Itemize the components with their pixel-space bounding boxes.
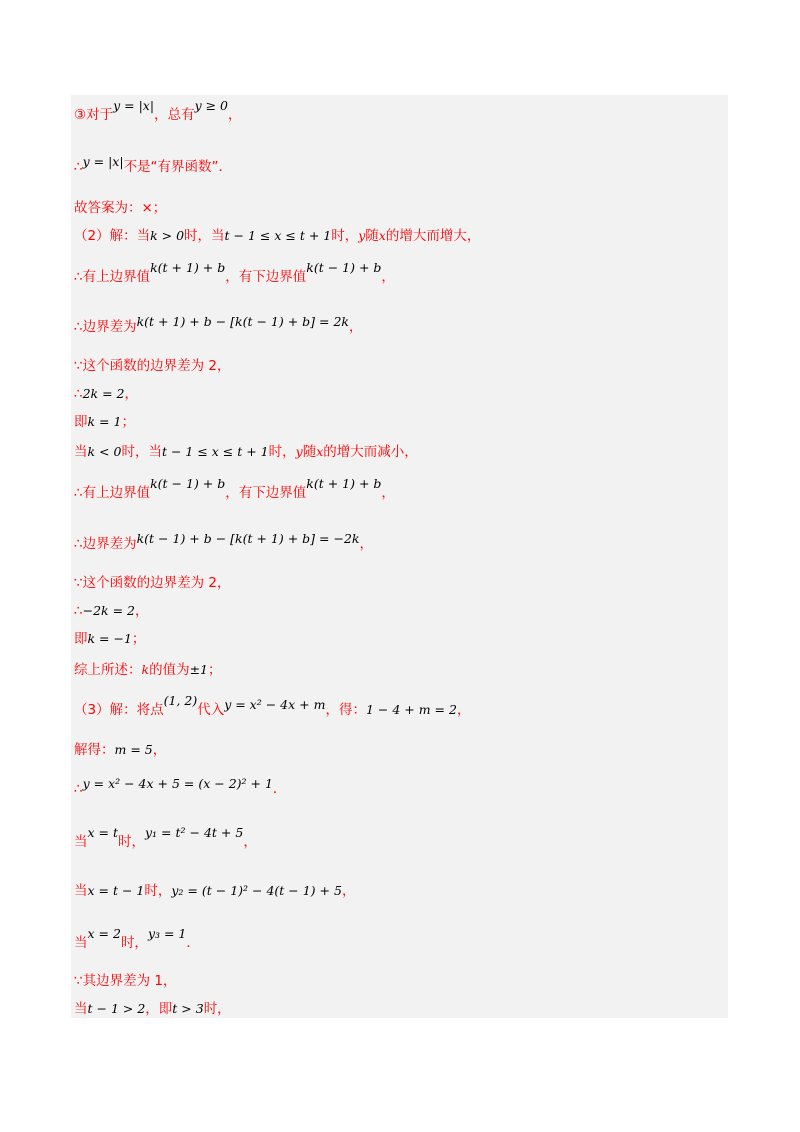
text: 综上所述：	[74, 662, 142, 678]
text: 时，	[203, 1001, 231, 1017]
text: 时，	[331, 228, 359, 244]
text: 的增大而增大，	[385, 228, 481, 244]
solution-line	[74, 776, 287, 798]
text: ∴	[74, 159, 83, 175]
math-expression: 2k = 2	[82, 386, 125, 401]
math-expression: −2k = 2	[82, 603, 135, 618]
math-expression: k(t + 1) + b − [k(t − 1) + b] = 2k	[136, 314, 350, 329]
text: ∴有上边界值	[74, 269, 151, 285]
solution-line	[74, 98, 242, 124]
text: ，	[359, 536, 373, 552]
text: ∴	[74, 603, 83, 619]
text: 当	[74, 935, 88, 951]
math-expression: k > 0	[150, 228, 185, 243]
text: ；	[208, 662, 222, 678]
math-expression: k < 0	[87, 444, 122, 459]
solution-line	[74, 926, 200, 952]
solution-line	[74, 413, 135, 431]
text: 随	[302, 444, 317, 460]
solution-line	[74, 227, 480, 245]
solution-line	[74, 630, 145, 648]
math-expression: y ≥ 0	[194, 98, 229, 113]
solution-line	[74, 602, 148, 620]
text: （3）解：将点	[74, 702, 164, 718]
math-expression: x = t	[87, 825, 118, 840]
text: ，	[381, 269, 395, 285]
text: 时，当	[121, 444, 162, 460]
text: 的值为	[149, 662, 190, 678]
solution-line	[74, 199, 166, 217]
text: ∴有上边界值	[74, 485, 151, 501]
solution-line	[74, 574, 230, 592]
solution-line	[74, 476, 395, 502]
math-expression: x = 2	[87, 926, 121, 941]
math-expression: ±1	[189, 662, 209, 677]
text: ；	[121, 414, 135, 430]
text: ，有下边界值	[225, 485, 307, 501]
text: 当	[74, 883, 88, 899]
math-expression: k(t + 1) + b	[306, 476, 382, 491]
math-expression: y	[358, 228, 366, 243]
text: 当	[74, 1001, 88, 1017]
text: ，	[134, 603, 149, 619]
text: ，有下边界值	[225, 269, 307, 285]
solution-line	[74, 882, 355, 900]
text: ；	[131, 631, 146, 647]
math-expression: t − 1 ≤ x ≤ t + 1	[161, 444, 269, 459]
text: 时，	[120, 935, 148, 951]
text: ，	[152, 742, 167, 758]
math-expression: t > 3	[172, 1001, 204, 1016]
solution-line	[74, 357, 230, 375]
math-expression: k(t − 1) + b	[306, 260, 382, 275]
text: ，总有	[154, 107, 195, 123]
solution-line	[74, 661, 222, 679]
math-expression: t − 1 ≤ x ≤ t + 1	[224, 228, 332, 243]
text: ③对于	[74, 107, 114, 123]
text: ，即	[145, 1001, 173, 1017]
solution-line	[74, 531, 373, 553]
text: ．	[272, 781, 287, 797]
text: 不是“有界函数”．	[123, 159, 233, 175]
math-expression: t − 1 > 2	[87, 1001, 146, 1016]
text: 时，	[144, 883, 172, 899]
text: 时，当	[184, 228, 225, 244]
text: ∴	[74, 781, 83, 797]
text: ，	[243, 834, 257, 850]
math-expression: k(t + 1) + b	[150, 260, 226, 275]
solution-line	[74, 314, 363, 336]
text: 解得：	[74, 742, 115, 758]
text: 的增大而减小，	[323, 444, 418, 460]
text: ，	[456, 702, 471, 718]
text: ∴边界差为	[74, 319, 137, 335]
text: ，	[124, 386, 138, 402]
math-expression: x = t − 1	[87, 883, 145, 898]
text: 故答案为：×；	[74, 200, 167, 216]
math-expression: y = |x|	[113, 98, 155, 113]
solution-line	[74, 260, 395, 286]
text: 代入	[197, 702, 225, 718]
solution-line	[74, 825, 257, 851]
text: 当	[74, 444, 88, 460]
text: ∵这个函数的边界差为 2，	[74, 358, 231, 374]
math-expression: y	[295, 444, 303, 459]
math-expression: y = |x|	[82, 154, 124, 169]
math-expression: y₂ = (t − 1)² − 4(t − 1) + 5	[171, 883, 342, 898]
text: 时，	[118, 834, 145, 850]
text: 即	[74, 414, 88, 430]
math-expression: k = 1	[87, 414, 122, 429]
math-expression: y₃ = 1	[147, 926, 187, 941]
text: ∵这个函数的边界差为 2，	[74, 575, 231, 591]
solution-line	[74, 443, 418, 461]
solution-line	[74, 1000, 231, 1018]
math-expression: k	[141, 662, 150, 677]
text: ，	[349, 319, 363, 335]
math-expression: k(t − 1) + b	[150, 476, 226, 491]
math-expression: k(t − 1) + b − [k(t + 1) + b] = −2k	[136, 531, 360, 546]
text: ∵其边界差为 1，	[74, 973, 177, 989]
text: ∴	[74, 386, 83, 402]
math-expression: y₁ = t² − 4t + 5	[145, 825, 244, 840]
text: （2）解：当	[74, 228, 151, 244]
text: ，	[381, 485, 395, 501]
text: ∴边界差为	[74, 536, 137, 552]
text: 随	[365, 228, 379, 244]
solution-line	[74, 972, 176, 990]
text: ，	[228, 107, 242, 123]
text: 当	[74, 834, 88, 850]
math-expression: 1 − 4 + m = 2	[365, 702, 457, 717]
math-expression: x	[316, 444, 324, 459]
text: ，得：	[325, 702, 366, 718]
math-expression: x	[378, 228, 386, 243]
math-expression: y = x² − 4x + m	[224, 697, 326, 712]
text: ．	[186, 935, 200, 951]
text: 时，	[268, 444, 296, 460]
math-expression: m = 5	[114, 742, 153, 757]
solution-line	[74, 741, 166, 759]
text: ，	[341, 883, 356, 899]
solution-line	[74, 693, 471, 719]
math-expression: k = −1	[87, 631, 132, 646]
solution-line	[74, 385, 138, 403]
text: 即	[74, 631, 88, 647]
math-expression: y = x² − 4x + 5 = (x − 2)² + 1	[82, 776, 273, 791]
math-expression: (1, 2)	[163, 693, 198, 708]
solution-line	[74, 154, 233, 176]
